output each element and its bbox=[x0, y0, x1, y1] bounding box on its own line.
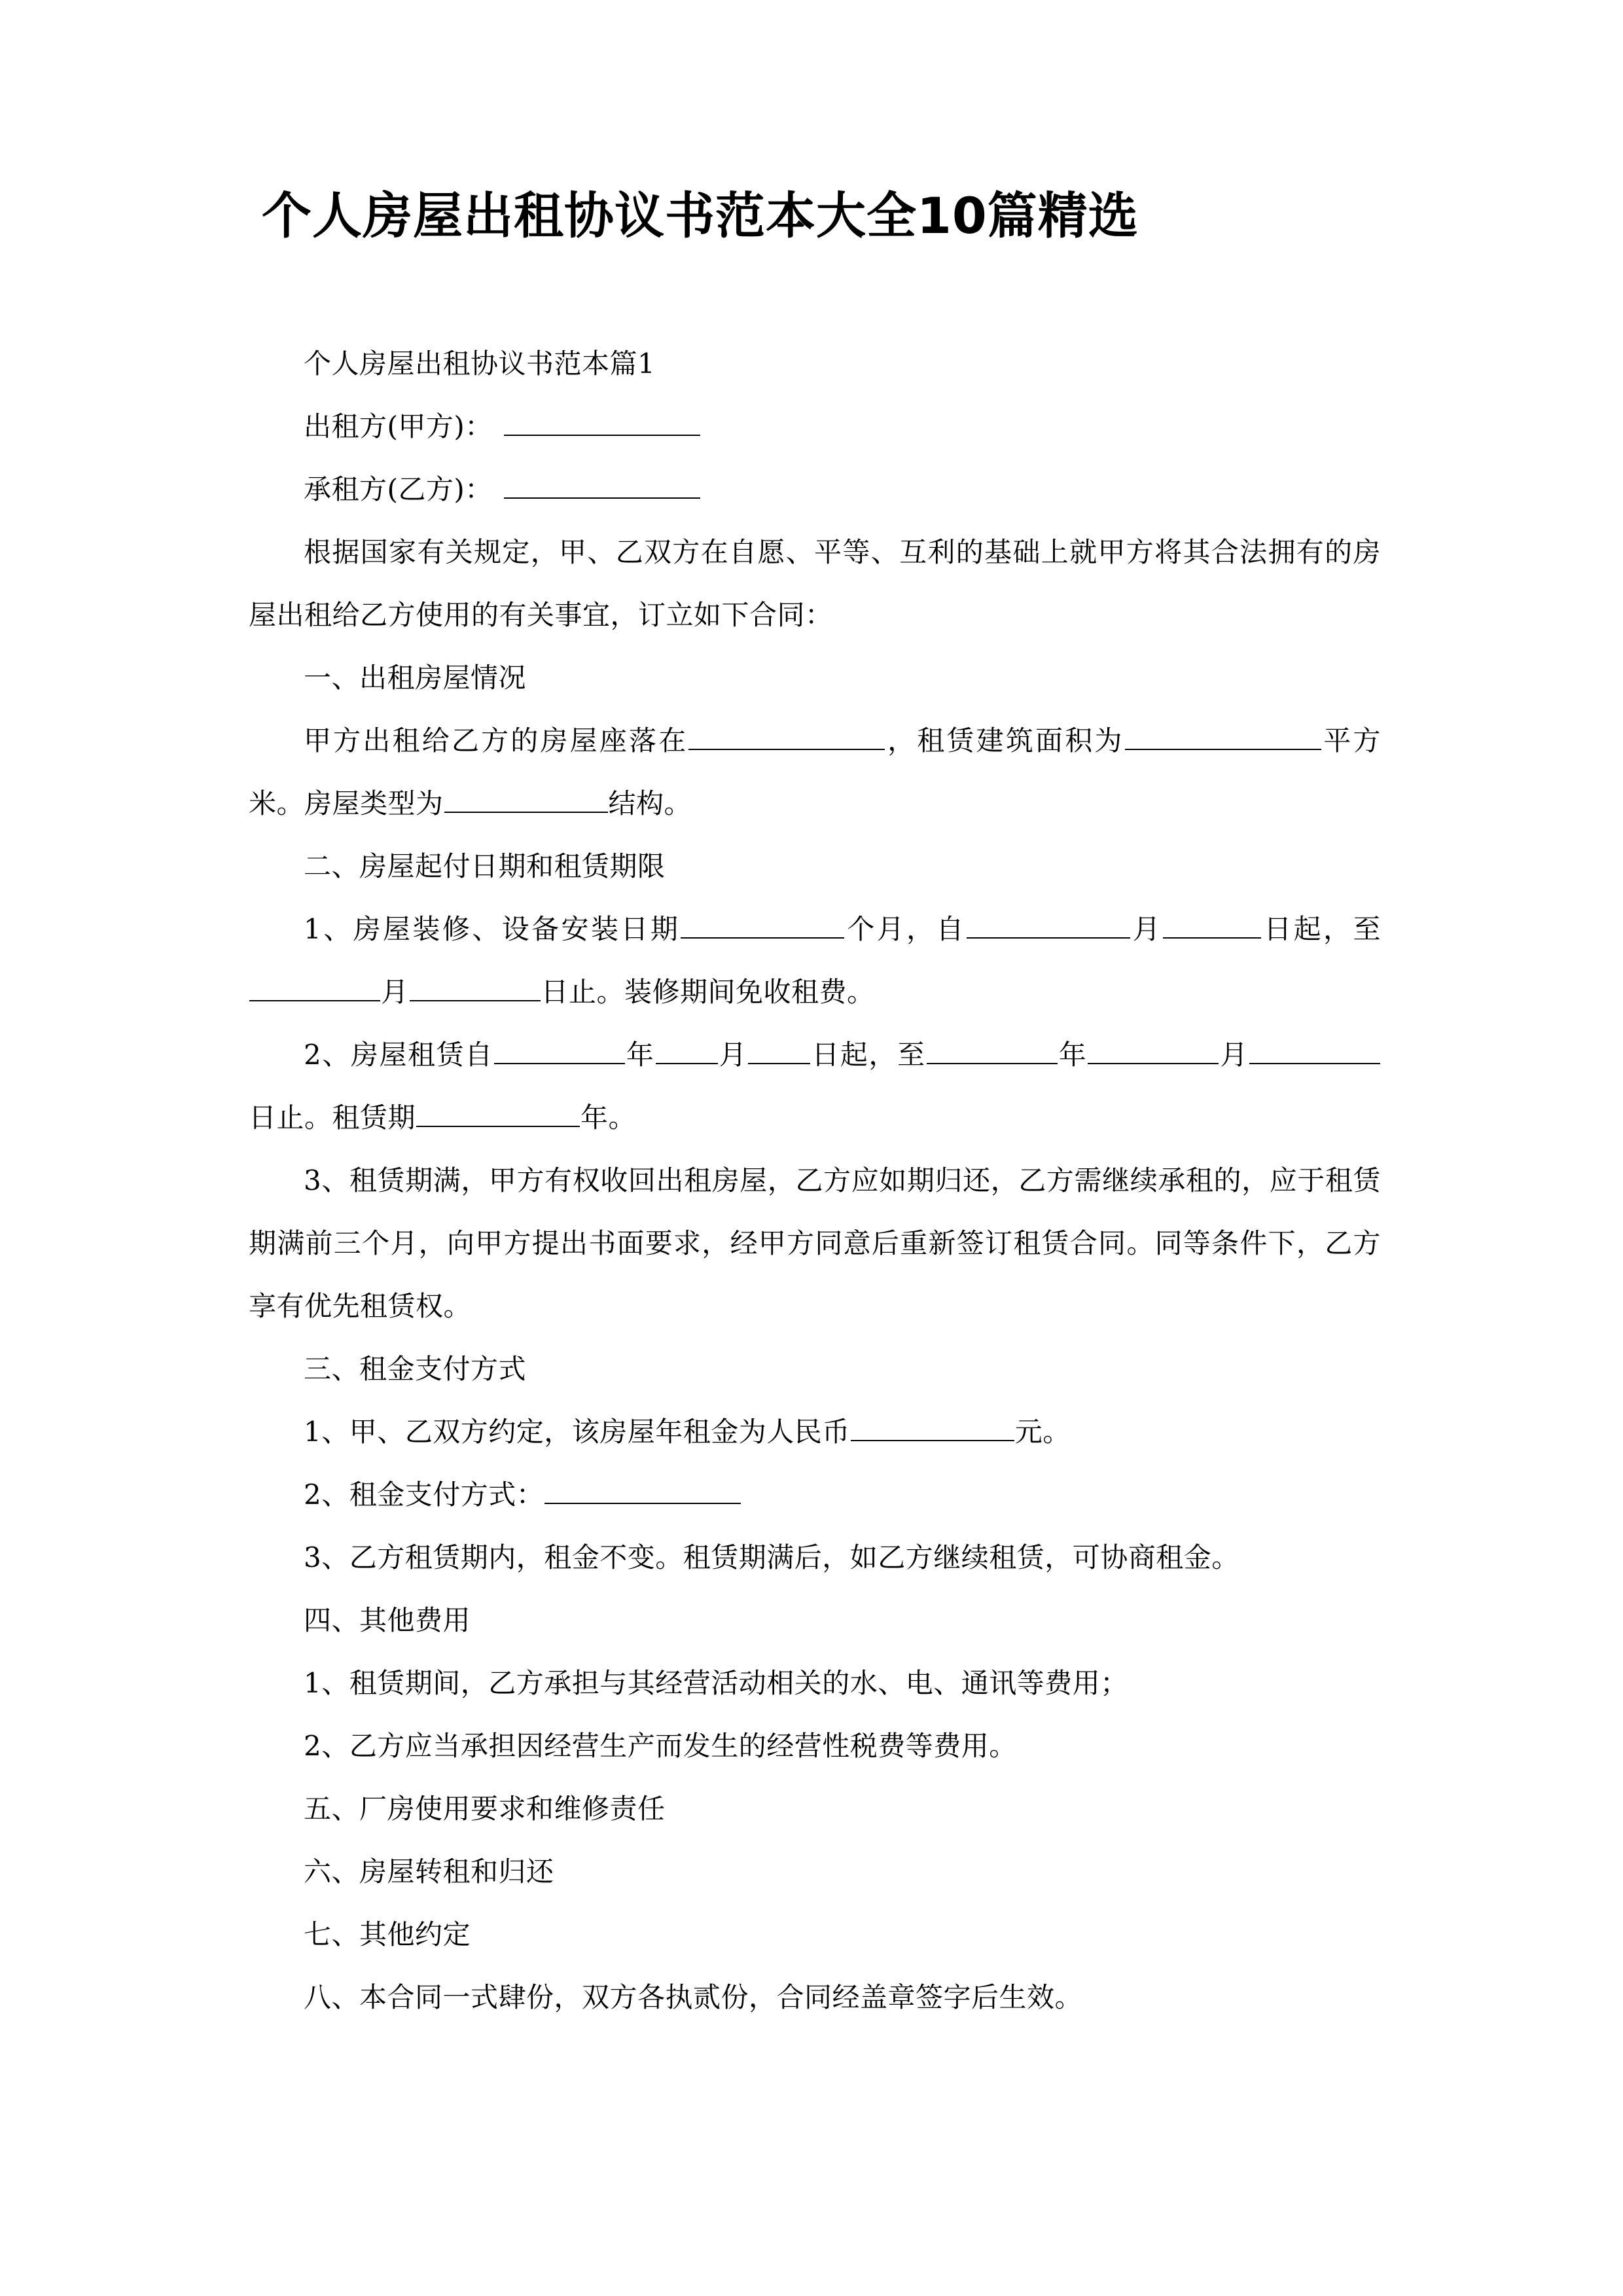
section-item bbox=[249, 1401, 1381, 1463]
lessee-label: 承租方(乙方)： bbox=[304, 473, 493, 505]
section-item bbox=[249, 1463, 1381, 1526]
clause-text: ，租赁建筑面积为 bbox=[885, 725, 1124, 757]
clause-text: 年 bbox=[625, 1039, 655, 1071]
fill-in-blank[interactable] bbox=[967, 912, 1130, 939]
section-heading: 一、出租房屋情况 bbox=[304, 662, 527, 694]
section-heading: 三、租金支付方式 bbox=[304, 1353, 527, 1385]
clause-text: 结构。 bbox=[608, 787, 692, 819]
fill-in-blank[interactable] bbox=[444, 786, 608, 813]
section-item bbox=[249, 898, 1381, 1024]
clause-text: 3、乙方租赁期内，租金不变。租赁期满后，如乙方继续租赁，可协商租金。 bbox=[304, 1541, 1240, 1573]
clause-text: 1、甲、乙双方约定，该房屋年租金为人民币 bbox=[304, 1416, 850, 1448]
fill-in-blank[interactable] bbox=[1249, 1037, 1380, 1064]
preamble-paragraph: 根据国家有关规定，甲、乙双方在自愿、平等、互利的基础上就甲方将其合法拥有的房屋出租给乙方使用的有关事宜，订立如下合同： bbox=[249, 536, 1381, 631]
clause-text: 日止。装修期间免收租费。 bbox=[541, 976, 875, 1008]
fill-in-blank[interactable] bbox=[688, 723, 885, 750]
section-heading: 四、其他费用 bbox=[304, 1604, 471, 1636]
clause-text: 日起，至 bbox=[1262, 913, 1381, 945]
document-content bbox=[249, 0, 1381, 2029]
clause-text: 2、乙方应当承担因经营生产而发生的经营性税费等费用。 bbox=[304, 1730, 1017, 1762]
document-body bbox=[249, 241, 1381, 2029]
fill-in-blank[interactable] bbox=[851, 1414, 1014, 1441]
clause-text: 平方米。房屋类型为 bbox=[249, 725, 1381, 819]
section-item bbox=[249, 1149, 1381, 1338]
clause-text: 年。 bbox=[580, 1102, 637, 1134]
section-item bbox=[249, 709, 1381, 835]
sections-container bbox=[249, 647, 1381, 2029]
section-heading: 六、房屋转租和归还 bbox=[304, 1856, 554, 1888]
fill-in-blank[interactable] bbox=[249, 975, 380, 1001]
clause-text: 年 bbox=[1058, 1039, 1088, 1071]
section-item bbox=[249, 1652, 1381, 1715]
clause-text: 2、房屋租赁自 bbox=[304, 1039, 493, 1071]
clause-text: 日起，至 bbox=[811, 1039, 926, 1071]
clause-text: 个月，自 bbox=[845, 913, 966, 945]
fill-in-blank[interactable] bbox=[656, 1037, 718, 1064]
clause-text: 月 bbox=[1130, 913, 1163, 945]
fill-in-blank[interactable] bbox=[494, 1037, 625, 1064]
section-heading: 五、厂房使用要求和维修责任 bbox=[304, 1793, 666, 1825]
fill-in-blank[interactable] bbox=[927, 1037, 1058, 1064]
section-item bbox=[249, 1715, 1381, 1778]
clause-text: 月 bbox=[1219, 1039, 1249, 1071]
document-subtitle: 个人房屋出租协议书范本篇1 bbox=[304, 348, 656, 380]
section-item bbox=[249, 1526, 1381, 1589]
clause-text: 元。 bbox=[1014, 1416, 1071, 1448]
clause-text: 月 bbox=[381, 976, 409, 1008]
clause-text: 1、房屋装修、设备安装日期 bbox=[304, 913, 681, 945]
section-heading: 二、房屋起付日期和租赁期限 bbox=[304, 850, 666, 882]
lessee-line bbox=[249, 458, 1381, 521]
section-item bbox=[249, 1024, 1381, 1149]
fill-in-blank[interactable] bbox=[1163, 912, 1261, 939]
lessor-line bbox=[249, 395, 1381, 458]
fill-in-blank[interactable] bbox=[416, 1100, 580, 1127]
clause-text: 1、租赁期间，乙方承担与其经营活动相关的水、电、通讯等费用； bbox=[304, 1667, 1128, 1699]
lessor-label: 出租方(甲方)： bbox=[304, 410, 493, 442]
section-heading: 七、其他约定 bbox=[304, 1918, 471, 1950]
clause-text: 3、租赁期满，甲方有权收回出租房屋，乙方应如期归还，乙方需继续承租的，应于租赁期满前三个月，向甲方提出书面要求，经甲方同意后重新签订租赁合同。同等条件下，乙方享有优先租赁权。 bbox=[249, 1164, 1381, 1322]
fill-in-blank[interactable] bbox=[748, 1037, 810, 1064]
clause-text: 甲方出租给乙方的房屋座落在 bbox=[304, 725, 688, 757]
lessee-name-blank[interactable] bbox=[504, 472, 700, 499]
section-heading: 八、本合同一式肆份，双方各执贰份，合同经盖章签字后生效。 bbox=[304, 1981, 1083, 2013]
fill-in-blank[interactable] bbox=[1125, 723, 1321, 750]
page-title: 个人房屋出租协议书范本大全10篇精选 bbox=[262, 187, 1139, 245]
fill-in-blank[interactable] bbox=[1088, 1037, 1219, 1064]
fill-in-blank[interactable] bbox=[544, 1477, 741, 1504]
lessor-name-blank[interactable] bbox=[504, 409, 700, 436]
clause-text: 2、租金支付方式： bbox=[304, 1479, 544, 1511]
fill-in-blank[interactable] bbox=[410, 975, 541, 1001]
clause-text: 月 bbox=[718, 1039, 748, 1071]
fill-in-blank[interactable] bbox=[681, 912, 844, 939]
clause-text: 日止。租赁期 bbox=[249, 1102, 416, 1134]
